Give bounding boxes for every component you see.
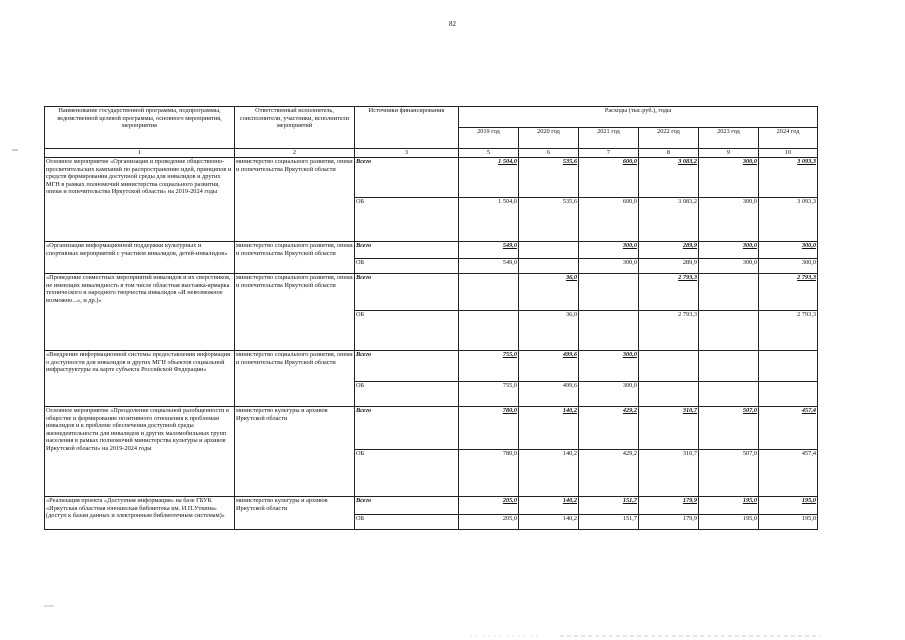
header-source: Источники финансирования [355,107,459,149]
total-value: 310,7 [639,407,699,450]
source-ob: ОБ [355,198,459,242]
column-number: 2 [235,149,355,158]
source-total: Всего [355,274,459,311]
total-value: 300,0 [579,351,639,382]
total-value: 499,6 [519,351,579,382]
ob-value: 289,9 [639,259,699,274]
measure-executor: министерство социального развития, опеки и попечительства Иркутской области [235,274,355,351]
header-year: 2021 год [579,128,639,149]
source-ob: ОБ [355,311,459,351]
measure-executor: министерство социального развития, опеки и попечительства Иркутской области [235,242,355,274]
measure-executor: министерство социального развития, опеки и попечительства Иркутской области [235,351,355,407]
source-total: Всего [355,497,459,515]
header-year: 2024 год [759,128,818,149]
total-value: 780,0 [459,407,519,450]
total-value: 1 504,0 [459,158,519,198]
total-value: 3 093,3 [759,158,818,198]
total-value: 300,0 [759,242,818,259]
column-number: 7 [579,149,639,158]
header-year: 2019 год [459,128,519,149]
total-value: 195,0 [699,497,759,515]
ob-value: 195,0 [699,515,759,530]
column-number: 1 [45,149,235,158]
ob-value: 140,2 [519,450,579,497]
total-value: 300,0 [699,158,759,198]
column-number: 5 [459,149,519,158]
source-total: Всего [355,158,459,198]
header-executor: Ответственный исполнитель, соисполнители, участники, исполнители мероприятий [235,107,355,149]
ob-value: 600,0 [579,198,639,242]
column-number: 3 [355,149,459,158]
total-value: 549,0 [459,242,519,259]
total-value: 507,0 [699,407,759,450]
total-value: 36,0 [519,274,579,311]
ob-value: 429,2 [579,450,639,497]
ob-value: 755,0 [459,382,519,407]
ob-value: 507,0 [699,450,759,497]
ob-value: 3 093,3 [759,198,818,242]
header-year: 2020 год [519,128,579,149]
source-total: Всего [355,242,459,259]
total-value: 289,9 [639,242,699,259]
total-value: 140,2 [519,497,579,515]
header-year: 2022 год [639,128,699,149]
source-total: Всего [355,351,459,382]
total-value: 3 083,2 [639,158,699,198]
ob-value: 179,9 [639,515,699,530]
measure-executor: министерство культуры и архивов Иркутской области [235,497,355,530]
header-name: Наименование государственной программы, подпрограммы, ведомственной целевой программы, основного мероприятия, мероприятия [45,107,235,149]
total-value: 300,0 [579,242,639,259]
source-total: Всего [355,407,459,450]
source-ob: ОБ [355,259,459,274]
ob-value: 499,6 [519,382,579,407]
measure-name: Основное мероприятие «Преодоление социальной разобщенности в обществе и формирование позитивного отношения к проблемам инвалидов и к проблеме обеспечения доступной среды жизнедеятельности для инвалидов и других маломобильных групп населения в рамках полномочий министерства культуры и архивов Иркутской области» на 2019-2024 годы [45,407,235,497]
source-ob: ОБ [355,450,459,497]
measure-name: «Реализация проекта «Доступная информация» на базе ГБУК «Иркутская областная юношеская библиотека им. И.П.Уткина» (доступ к базам данных и электронным библиотечным системам)» [45,497,235,530]
measure-name: Основное мероприятие «Организация и проведение общественно-просветительских кампаний по распространению идей, принципов и средств формирования доступной среды для инвалидов и других МГН в рамках полномочий министерства социального развития, опеки и попечительства Иркутской области» на 2019-2024 годы [45,158,235,242]
ob-value: 300,0 [579,382,639,407]
column-number: 10 [759,149,818,158]
ob-value: 300,0 [579,259,639,274]
total-value: 755,0 [459,351,519,382]
ob-value: 3 083,2 [639,198,699,242]
source-ob: ОБ [355,382,459,407]
ob-value: 780,0 [459,450,519,497]
ob-value: 300,0 [699,198,759,242]
ob-value: 2 793,3 [639,311,699,351]
total-value: 300,0 [699,242,759,259]
header-year: 2023 год [699,128,759,149]
column-number: 8 [639,149,699,158]
ob-value: 549,0 [459,259,519,274]
measure-executor: министерство социального развития, опеки и попечительства Иркутской области [235,158,355,242]
column-number: 6 [519,149,579,158]
ob-value: 457,4 [759,450,818,497]
ob-value: 300,0 [699,259,759,274]
ob-value: 195,0 [759,515,818,530]
total-value: 535,6 [519,158,579,198]
total-value: 600,0 [579,158,639,198]
ob-value: 205,0 [459,515,519,530]
total-value: 140,2 [519,407,579,450]
measure-executor: министерство культуры и архивов Иркутской области [235,407,355,497]
column-number: 9 [699,149,759,158]
total-value: 205,0 [459,497,519,515]
ob-value: 310,7 [639,450,699,497]
header-expenses: Расходы (тыс.руб.), годы [459,107,818,128]
ob-value: 300,0 [759,259,818,274]
total-value: 457,4 [759,407,818,450]
ob-value: 2 793,3 [759,311,818,351]
total-value: 2 793,3 [759,274,818,311]
ob-value: 535,6 [519,198,579,242]
total-value: 195,0 [759,497,818,515]
measure-name: «Организация информационной поддержки культурных и спортивных мероприятий с участием инвалидов, детей-инвалидов» [45,242,235,274]
total-value: 179,9 [639,497,699,515]
page-number: 82 [449,20,456,28]
total-value: 429,2 [579,407,639,450]
ob-value: 151,7 [579,515,639,530]
total-value: 2 793,3 [639,274,699,311]
total-value: 151,7 [579,497,639,515]
ob-value: 36,0 [519,311,579,351]
ob-value: 140,2 [519,515,579,530]
source-ob: ОБ [355,515,459,530]
measure-name: «Проведение совместных мероприятий инвалидов и их сверстников, не имеющих инвалидность в том числе областная выставка-ярмарка технического и народного творчества инвалидов «И невозможное возможно...», и др.)» [45,274,235,351]
ob-value: 1 504,0 [459,198,519,242]
measure-name: «Внедрение информационной системы предоставления информации о доступности для инвалидов и других МГН объектов социальной инфраструктуры на карте субъекта Российской Федерации» [45,351,235,407]
